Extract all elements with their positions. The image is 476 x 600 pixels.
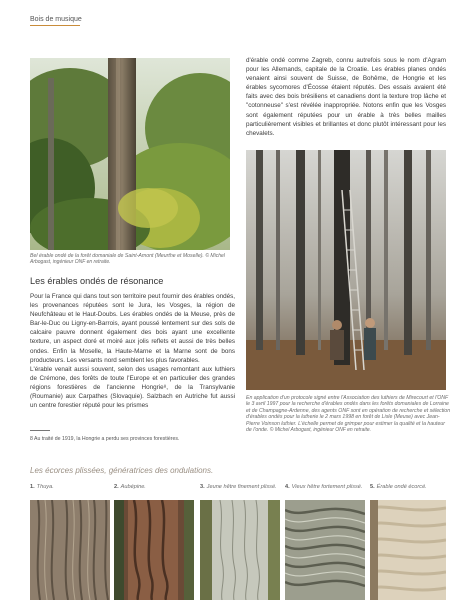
bark-thumbnail-erable-ecorce bbox=[370, 500, 450, 600]
header-rule bbox=[30, 25, 80, 26]
photo1-credit: © Michel Arbogast, ingénieur ONF en retraite. bbox=[30, 253, 225, 266]
bark-label-3 bbox=[200, 484, 277, 490]
body-right: d'érable ondé comme Zagreb, connu autrefois sous le nom d'Agram pour les Allemands, capitale de la Croatie. Les érables planes ondés venaient ainsi souvent de Suisse, de Bohême, de Hongrie et les érables sycomores d'Écosse étaient réputés. Des essais avaient été faits avec des bois brésiliens et canadiens dont la texture trop lâche et "cotonneuse" s'est révélée inappropriée. Notons enfin que les Vosges sont également réputées pour un érable à très belles mailles particulièrement visibles et brillantes et donc plutôt intéressant pour les chevalets. bbox=[246, 57, 446, 137]
photo2-credit: © Michel Arbogast, ingénieur ONF en retraite. bbox=[269, 427, 372, 434]
bark-label-text: Thuya. bbox=[36, 484, 54, 490]
bark-label-1 bbox=[30, 484, 54, 490]
bark-number: 3. bbox=[200, 484, 205, 490]
forest-ladder-image bbox=[246, 150, 446, 390]
bark-label-text: Aubépine. bbox=[120, 484, 146, 490]
photo1-caption-text: Bel érable ondé de la forêt domaniale de Saint-Amont (Meurthe et Moselle). bbox=[30, 253, 204, 259]
maple-tree-image bbox=[30, 58, 230, 250]
bark-label-text: Vieux hêtre fortement plissé. bbox=[291, 484, 363, 490]
bark-label-text: Érable ondé écorcé. bbox=[376, 484, 427, 490]
bark-thumbnail-jeune-hetre bbox=[200, 500, 280, 600]
footnote: 8 Au traité de 1919, la Hongrie a perdu ses provinces forestières. bbox=[30, 436, 180, 442]
photo2-caption bbox=[246, 395, 451, 433]
bark-label-5 bbox=[370, 484, 427, 490]
peeled-maple-image bbox=[370, 500, 446, 600]
bark-label-text: Jeune hêtre finement plissé. bbox=[206, 484, 277, 490]
bark-number: 2. bbox=[114, 484, 119, 490]
section-title: Les érables ondés de résonance bbox=[30, 276, 164, 286]
bark-number: 4. bbox=[285, 484, 290, 490]
forest-ladder-photo bbox=[246, 150, 446, 390]
bark-label-4 bbox=[285, 484, 362, 490]
body-left bbox=[30, 292, 235, 410]
maple-tree-photo bbox=[30, 58, 230, 250]
photo1-caption bbox=[30, 253, 235, 266]
bark-section-title: Les écorces plissées, génératrices des ondulations. bbox=[30, 466, 214, 475]
young-beech-bark-image bbox=[200, 500, 280, 600]
bark-thumbnail-aubepine bbox=[114, 500, 194, 600]
bark-number: 5. bbox=[370, 484, 375, 490]
footnote-rule bbox=[30, 430, 50, 431]
thuya-bark-image bbox=[30, 500, 110, 600]
aubepine-bark-image bbox=[114, 500, 194, 600]
photo2-caption-text: En application d'un protocole signé entre l'Association des luthiers de Mirecourt et l'ONF le 3 avril 1997 pour la recherche d'érables ondés dans les forêts domaniales de Lorraine et de Champagne-Ardenne, des agents ONF sont en opération de recherche et sélection d'érables ondés pour la lutherie le 2 mars 1998 en forêt de Lisle (Meuse) avec Jean-Pierre Voinson luthier. L'échelle permet de grimper pour estimer la qualité et la hauteur de l'onde. bbox=[246, 395, 451, 434]
bark-thumbnail-thuya bbox=[30, 500, 110, 600]
bark-label-2 bbox=[114, 484, 146, 490]
bark-thumbnail-vieux-hetre bbox=[285, 500, 365, 600]
body-left-paragraph-2: L'érable venait aussi souvent, selon des usages remontant aux luthiers de Crémone, des forêts de toute l'Europe et en particulier des grandes régions forestières de l'ancienne Hongrie⁸, de la Transylvanie (Roumanie) aux Carpathes (Slovaquie). Salzbach en Autriche fut aussi un centre forestier réputé pour les prismes bbox=[30, 365, 235, 410]
old-beech-bark-image bbox=[285, 500, 365, 600]
bark-number: 1. bbox=[30, 484, 35, 490]
running-header: Bois de musique bbox=[30, 16, 82, 23]
body-left-paragraph-1: Pour la France qui dans tout son territoire peut fournir des érables ondés, les provenances réputées sont le Jura, les Vosges, la région de Neufchâteau et le Haut-Doubs. Les érables ondés de la Meuse, près de Bar-le-Duc ou Ligny-en-Barrois, ayant poussé lentement sur des sols de calcaire pauvre donnent également des bois ayant une excellente texture, un aspect doré et moiré aux jolis reflets et aussi de très belles ondes. Enfin la Moselle, la Haute-Marne et la Marne sont de bons producteurs. Les versants nord semblent les plus favorables. bbox=[30, 293, 235, 364]
